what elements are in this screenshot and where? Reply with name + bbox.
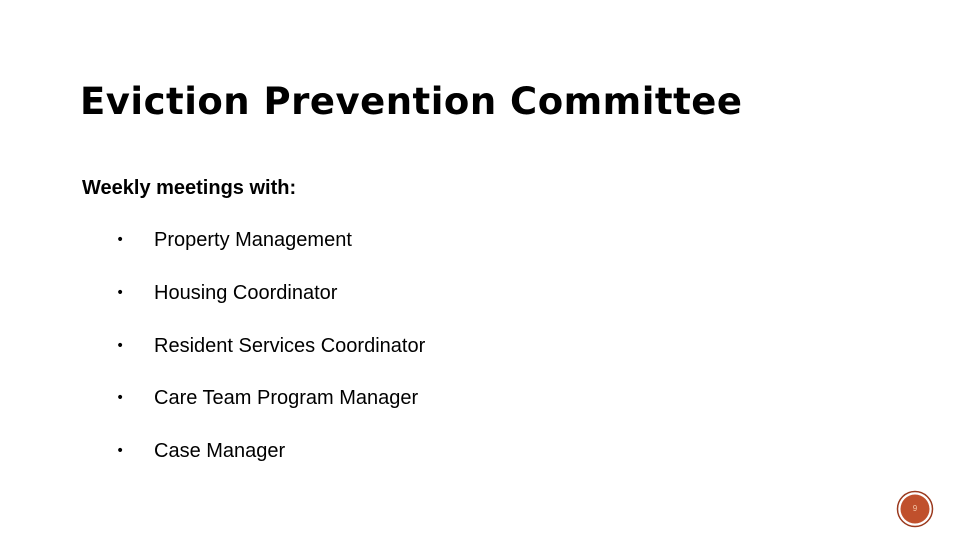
page-number: 9 — [912, 504, 918, 513]
list-item — [116, 384, 536, 412]
bullet-icon: • — [116, 338, 125, 354]
slide-title: Eviction Prevention Committee — [80, 80, 743, 123]
slide-subtitle: Weekly meetings with: — [82, 177, 297, 199]
list-item — [116, 226, 536, 254]
list-item-text: Resident Services Coordinator — [154, 335, 426, 357]
bullet-icon: • — [116, 390, 125, 406]
bullet-icon: • — [116, 443, 125, 459]
list-item — [116, 279, 536, 307]
bullet-icon: • — [116, 285, 125, 301]
bullet-icon: • — [116, 232, 125, 248]
list-item-text: Housing Coordinator — [154, 282, 338, 304]
list-item — [116, 332, 536, 360]
list-item-text: Care Team Program Manager — [154, 387, 419, 409]
list-item — [116, 437, 536, 465]
list-item-text: Case Manager — [154, 440, 286, 462]
list-item-text: Property Management — [154, 229, 352, 251]
